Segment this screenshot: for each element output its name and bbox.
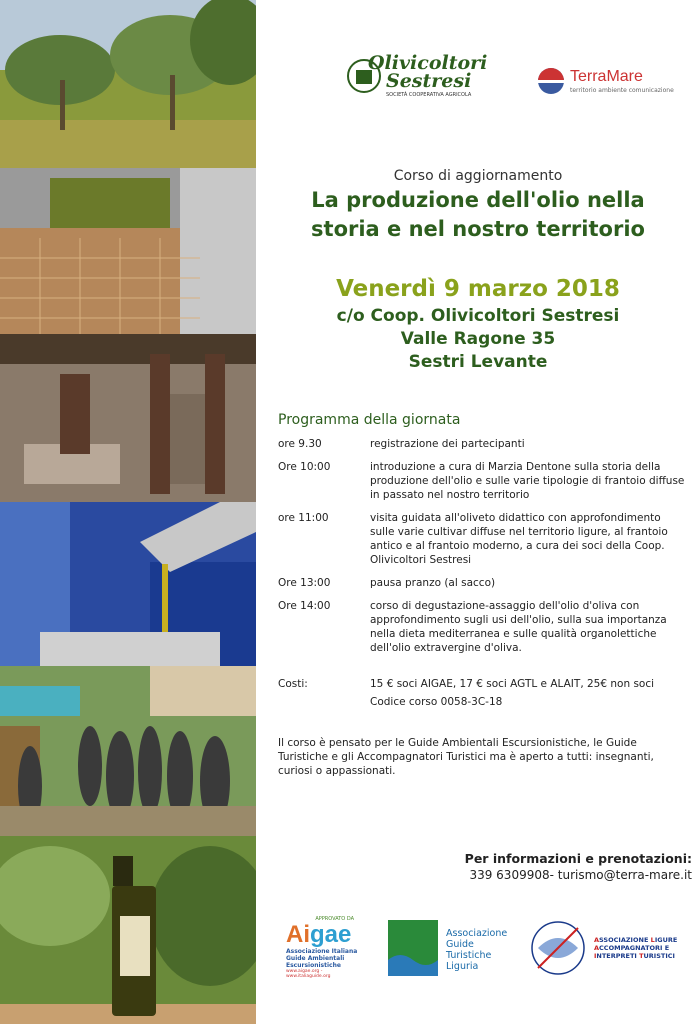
- schedule-row: [278, 460, 688, 502]
- venue-line-2: Valle Ragone 35: [400, 329, 556, 349]
- alait-word: SSOCIAZIONE: [599, 936, 651, 944]
- terramare-globe-icon: [536, 66, 566, 96]
- agtl-name: [446, 928, 507, 972]
- schedule-row: [278, 437, 688, 451]
- schedule-time: ore 11:00: [278, 512, 329, 524]
- olivicoltori-logo: [346, 52, 486, 112]
- schedule-time: Ore 13:00: [278, 577, 331, 589]
- content-area: [256, 0, 700, 1024]
- aigae-name-a: Ai: [286, 921, 310, 948]
- alait-initial: L: [650, 936, 655, 944]
- costs-prices: 15 € soci AIGAE, 17 € soci AGTL e ALAIT, 25€ non soci: [370, 678, 655, 690]
- schedule-row: [278, 576, 688, 590]
- alait-name: [594, 936, 677, 960]
- alait-word: CCOMPAGNATORI E: [599, 944, 670, 952]
- costs-label: Costi:: [278, 678, 308, 690]
- costs-section: [278, 675, 688, 711]
- aigae-name-b: gae: [310, 921, 352, 948]
- olivicoltori-name-2: Sestresi: [386, 70, 472, 92]
- contact-info: [465, 850, 692, 884]
- olive-oil-bottle-photo: [0, 836, 256, 1024]
- course-code: Codice corso 0058-3C-18: [370, 696, 503, 708]
- alait-initial: A: [594, 944, 600, 952]
- schedule-text: introduzione a cura di Marzia Dentone sulla storia della produzione dell'olio e sulle varie tipologie di frantoio diffuse in passato nel nostro territorio: [370, 461, 685, 501]
- ancient-mill-photo: [0, 334, 256, 502]
- event-date: Venerdì 9 marzo 2018: [336, 276, 620, 302]
- course-subtitle: Corso di aggiornamento: [393, 168, 563, 184]
- alait-globe-icon: [528, 918, 588, 978]
- event-venue: [256, 305, 700, 374]
- contact-details[interactable]: 339 6309908- turismo@terra-mare.it: [469, 868, 692, 882]
- alait-word: IGURE: [654, 936, 678, 944]
- aigae-url: www.aigae.org - www.italiaguide.org: [286, 969, 331, 979]
- photo-column: [0, 0, 256, 1024]
- olive-grove-photo: [0, 0, 256, 168]
- audience-note: Il corso è pensato per le Guide Ambientali Escursionistiche, le Guide Turistiche e gli Accompagnatori Turistici ma è aperto a tutti: insegnanti, curiosi o appassionati.: [278, 737, 654, 777]
- castle-tower-icon: [388, 920, 438, 976]
- venue-line-3: Sestri Levante: [408, 352, 548, 372]
- schedule-row: [278, 511, 688, 567]
- alait-initial: I: [594, 952, 597, 960]
- alait-initial: A: [594, 936, 600, 944]
- title-line-1: La produzione dell'olio nella: [311, 188, 645, 212]
- oil-pouring-photo: [0, 502, 256, 666]
- alait-line-3: [594, 952, 677, 960]
- agtl-line: Liguria: [446, 961, 479, 972]
- schedule-text: registrazione dei partecipanti: [370, 438, 525, 450]
- venue-line-1: c/o Coop. Olivicoltori Sestresi: [336, 306, 620, 326]
- terramare-tag: territorio ambiente comunicazione: [570, 87, 674, 94]
- olive-press-machine-photo: [0, 168, 256, 334]
- aigae-approved: APPROVATO DA: [315, 916, 354, 922]
- aigae-full-name: Associazione Italiana Guide Ambientali Escursionistiche: [286, 948, 358, 969]
- program-heading: Programma della giornata: [278, 412, 461, 428]
- alait-line-1: [594, 936, 677, 944]
- alait-line-2: [594, 944, 677, 952]
- schedule-time: Ore 10:00: [278, 461, 331, 473]
- alait-word: URISTICI: [643, 952, 675, 960]
- schedule-text: corso di degustazione-assaggio dell'olio d'oliva con approfondimento sugli usi dell'olio, sulla sua importanza nella dieta mediterranea e sulle qualità organolettiche dell'olio extravergine d'oliva.: [370, 600, 667, 654]
- contact-heading: Per informazioni e prenotazioni:: [464, 851, 692, 866]
- aigae-logo: [286, 916, 368, 979]
- schedule-text: pausa pranzo (al sacco): [370, 577, 496, 589]
- course-title: [256, 186, 700, 244]
- group-visit-photo: [0, 666, 256, 836]
- agtl-line: Turistiche: [446, 950, 492, 961]
- olivicoltori-name-1: Olivicoltori: [368, 52, 488, 74]
- terramare-name: TerraMare: [570, 68, 643, 85]
- program-schedule: [278, 437, 688, 664]
- agtl-line: Guide: [446, 939, 474, 950]
- agtl-line: Associazione: [446, 928, 508, 939]
- schedule-row: [278, 599, 688, 655]
- alait-word: NTERPRETI: [596, 952, 640, 960]
- schedule-time: Ore 14:00: [278, 600, 331, 612]
- aigae-name: [286, 922, 368, 948]
- alait-initial: T: [639, 952, 644, 960]
- schedule-time: ore 9.30: [278, 438, 322, 450]
- terramare-logo: [536, 66, 674, 96]
- title-line-2: storia e nel nostro territorio: [311, 217, 645, 241]
- olivicoltori-sub: SOCIETÀ COOPERATIVA AGRICOLA: [386, 92, 472, 98]
- partner-logos: [256, 910, 700, 990]
- schedule-text: visita guidata all'oliveto didattico con approfondimento sulle varie cultivar diffuse nel territorio ligure, al frantoio antico e al frantoio moderno, a cura dei soci della Coop. Olivicoltori Sestresi: [370, 512, 668, 566]
